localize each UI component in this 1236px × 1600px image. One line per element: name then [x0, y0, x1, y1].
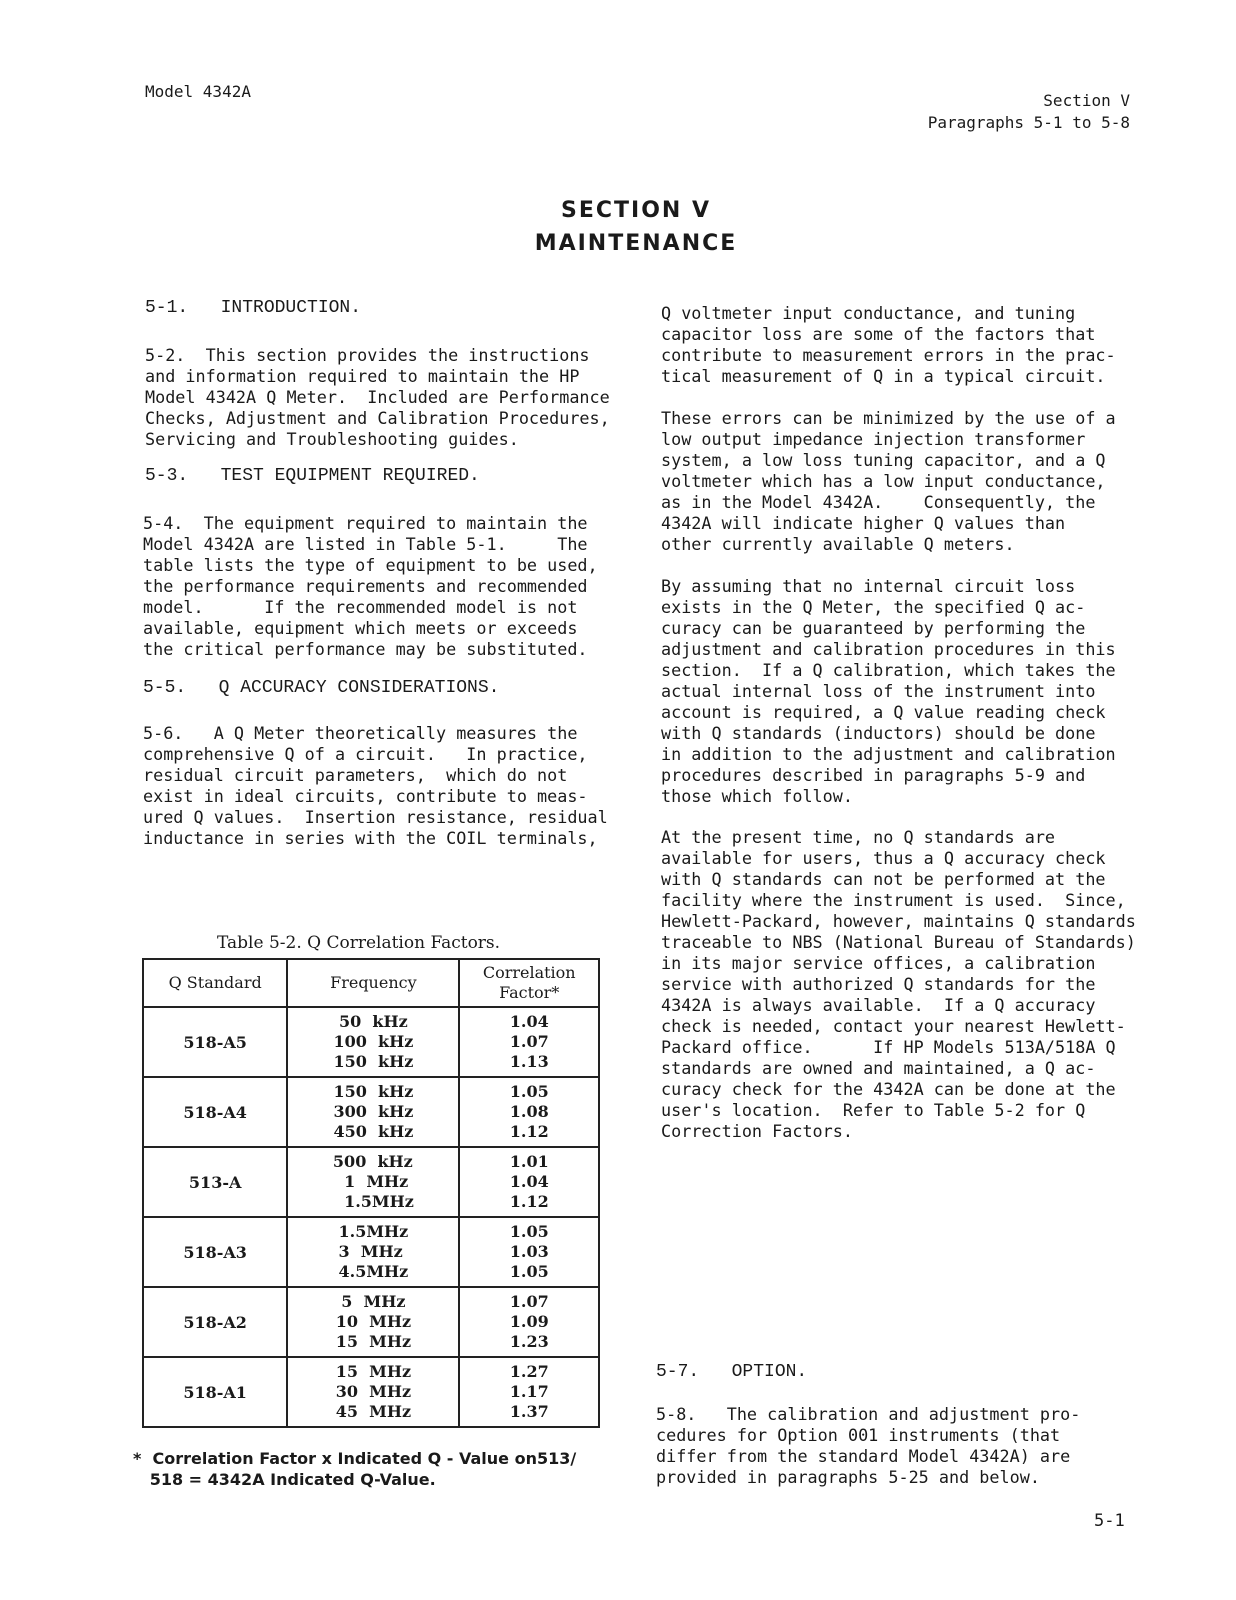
paragraph-5-4: 5-4. The equipment required to maintain the Model 4342A are listed in Table 5-1. The table lists the type of equipment to be used, the performance requirements and recommended model. If the recommended model is not available, equipment which meets or exceeds the critical performance may be substituted.: [143, 513, 598, 659]
frequency-cell: [287, 1217, 459, 1287]
frequency-values: 15 MHz 30 MHz 45 MHz: [335, 1361, 412, 1422]
q-standard-cell: 518-A4: [143, 1077, 287, 1147]
paragraph-5-6: 5-6. A Q Meter theoretically measures the comprehensive Q of a circuit. In practice, residual circuit parameters, which do not exist in ideal circuits, contribute to meas- ured Q values. Insertion resistance, residual inductance in series with the COIL terminals,: [143, 723, 608, 848]
table-caption: Table 5-2. Q Correlation Factors.: [217, 933, 501, 953]
table-header-row: [143, 959, 599, 1007]
table-row: [143, 1217, 599, 1287]
table-row: [143, 1357, 599, 1427]
factor-cell: [459, 1287, 599, 1357]
paragraph-q-voltmeter: Q voltmeter input conductance, and tuning capacitor loss are some of the factors that contribute to measurement errors in the prac- tical measurement of Q in a typical circuit.: [661, 303, 1116, 386]
paragraph-errors: These errors can be minimized by the use of a low output impedance injection transformer system, a low loss tuning capacitor, and a Q voltmeter which has a low input conductance, as in the Model 4342A. Consequently, the 4342A will indicate higher Q values than other currently available Q meters.: [661, 408, 1116, 554]
section-header: [928, 90, 1130, 134]
table-row: [143, 1077, 599, 1147]
frequency-cell: [287, 1007, 459, 1077]
paragraph-5-2: 5-2. This section provides the instructions and information required to maintain the HP Model 4342A Q Meter. Included are Performance Checks, Adjustment and Calibration Procedures, Servicing and Troubleshooting guides.: [145, 345, 610, 449]
frequency-values: 1.5MHz 3 MHz 4.5MHz: [338, 1221, 409, 1282]
header-frequency: Frequency: [287, 959, 459, 1007]
table-row: [143, 1007, 599, 1077]
table-row: [143, 1287, 599, 1357]
table-footnote: * Correlation Factor x Indicated Q - Value on513/ 518 = 4342A Indicated Q-Value.: [133, 1449, 577, 1489]
factor-values: 1.04 1.07 1.13: [509, 1011, 549, 1072]
factor-cell: [459, 1077, 599, 1147]
paragraph-internal-loss: By assuming that no internal circuit loss exists in the Q Meter, the specified Q ac- curacy can be guaranteed by performing the adjustment and calibration procedures in this section. If a Q calibration, which takes the actual internal loss of the instrument into account is required, a Q value reading check with Q standards (inductors) should be done in addition to the adjustment and calibration procedures described in paragraphs 5-9 and those which follow.: [661, 576, 1116, 806]
frequency-values: 500 kHz 1 MHz 1.5MHz: [332, 1151, 414, 1212]
factor-cell: [459, 1147, 599, 1217]
q-standard-cell: 513-A: [143, 1147, 287, 1217]
factor-cell: [459, 1357, 599, 1427]
heading-5-1: 5-1. INTRODUCTION.: [145, 298, 362, 318]
frequency-values: 150 kHz 300 kHz 450 kHz: [333, 1081, 414, 1142]
frequency-cell: [287, 1077, 459, 1147]
heading-5-7: 5-7. OPTION.: [656, 1362, 808, 1382]
factor-values: 1.01 1.04 1.12: [509, 1151, 549, 1212]
model-label: Model 4342A: [145, 82, 251, 101]
heading-5-5: 5-5. Q ACCURACY CONSIDERATIONS.: [143, 678, 500, 698]
heading-5-3: 5-3. TEST EQUIPMENT REQUIRED.: [145, 466, 480, 486]
q-standard-cell: 518-A2: [143, 1287, 287, 1357]
paragraph-q-standards: At the present time, no Q standards are available for users, thus a Q accuracy check with Q standards can not be performed at the facility where the instrument is used. Since, Hewlett-Packard, however, maintains Q standards traceable to NBS (National Bureau of Standards) in its major service offices, a calibration service with authorized Q standards for the 4342A is always available. If a Q accuracy check is needed, contact your nearest Hewlett- Packard office. If HP Models 513A/518A Q standards are owned and maintained, a Q ac- curacy check for the 4342A can be done at the user's location. Refer to Table 5-2 for Q Correction Factors.: [661, 827, 1136, 1141]
frequency-cell: [287, 1357, 459, 1427]
section-label: Section V: [1043, 91, 1130, 110]
factor-values: 1.27 1.17 1.37: [509, 1361, 549, 1422]
q-standard-cell: 518-A3: [143, 1217, 287, 1287]
table-row: [143, 1147, 599, 1217]
frequency-values: 50 kHz 100 kHz 150 kHz: [333, 1011, 414, 1072]
header-correlation-factor: Correlation Factor*: [459, 959, 599, 1007]
factor-cell: [459, 1217, 599, 1287]
section-subtitle: MAINTENANCE: [534, 231, 738, 256]
paragraph-5-8: 5-8. The calibration and adjustment pro- cedures for Option 001 instruments (that differ from the standard Model 4342A) are provided in paragraphs 5-25 and below.: [656, 1404, 1081, 1487]
frequency-values: 5 MHz 10 MHz 15 MHz: [335, 1291, 412, 1352]
correlation-table: [142, 958, 600, 1428]
paragraphs-range: Paragraphs 5-1 to 5-8: [927, 113, 1130, 132]
frequency-cell: [287, 1287, 459, 1357]
q-standard-cell: 518-A5: [143, 1007, 287, 1077]
frequency-cell: [287, 1147, 459, 1217]
page-number: 5-1: [1094, 1511, 1125, 1531]
factor-values: 1.05 1.08 1.12: [509, 1081, 549, 1142]
section-title: SECTION V: [560, 198, 711, 223]
factor-values: 1.07 1.09 1.23: [509, 1291, 549, 1352]
header-q-standard: Q Standard: [143, 959, 287, 1007]
factor-cell: [459, 1007, 599, 1077]
factor-values: 1.05 1.03 1.05: [509, 1221, 549, 1282]
q-standard-cell: 518-A1: [143, 1357, 287, 1427]
